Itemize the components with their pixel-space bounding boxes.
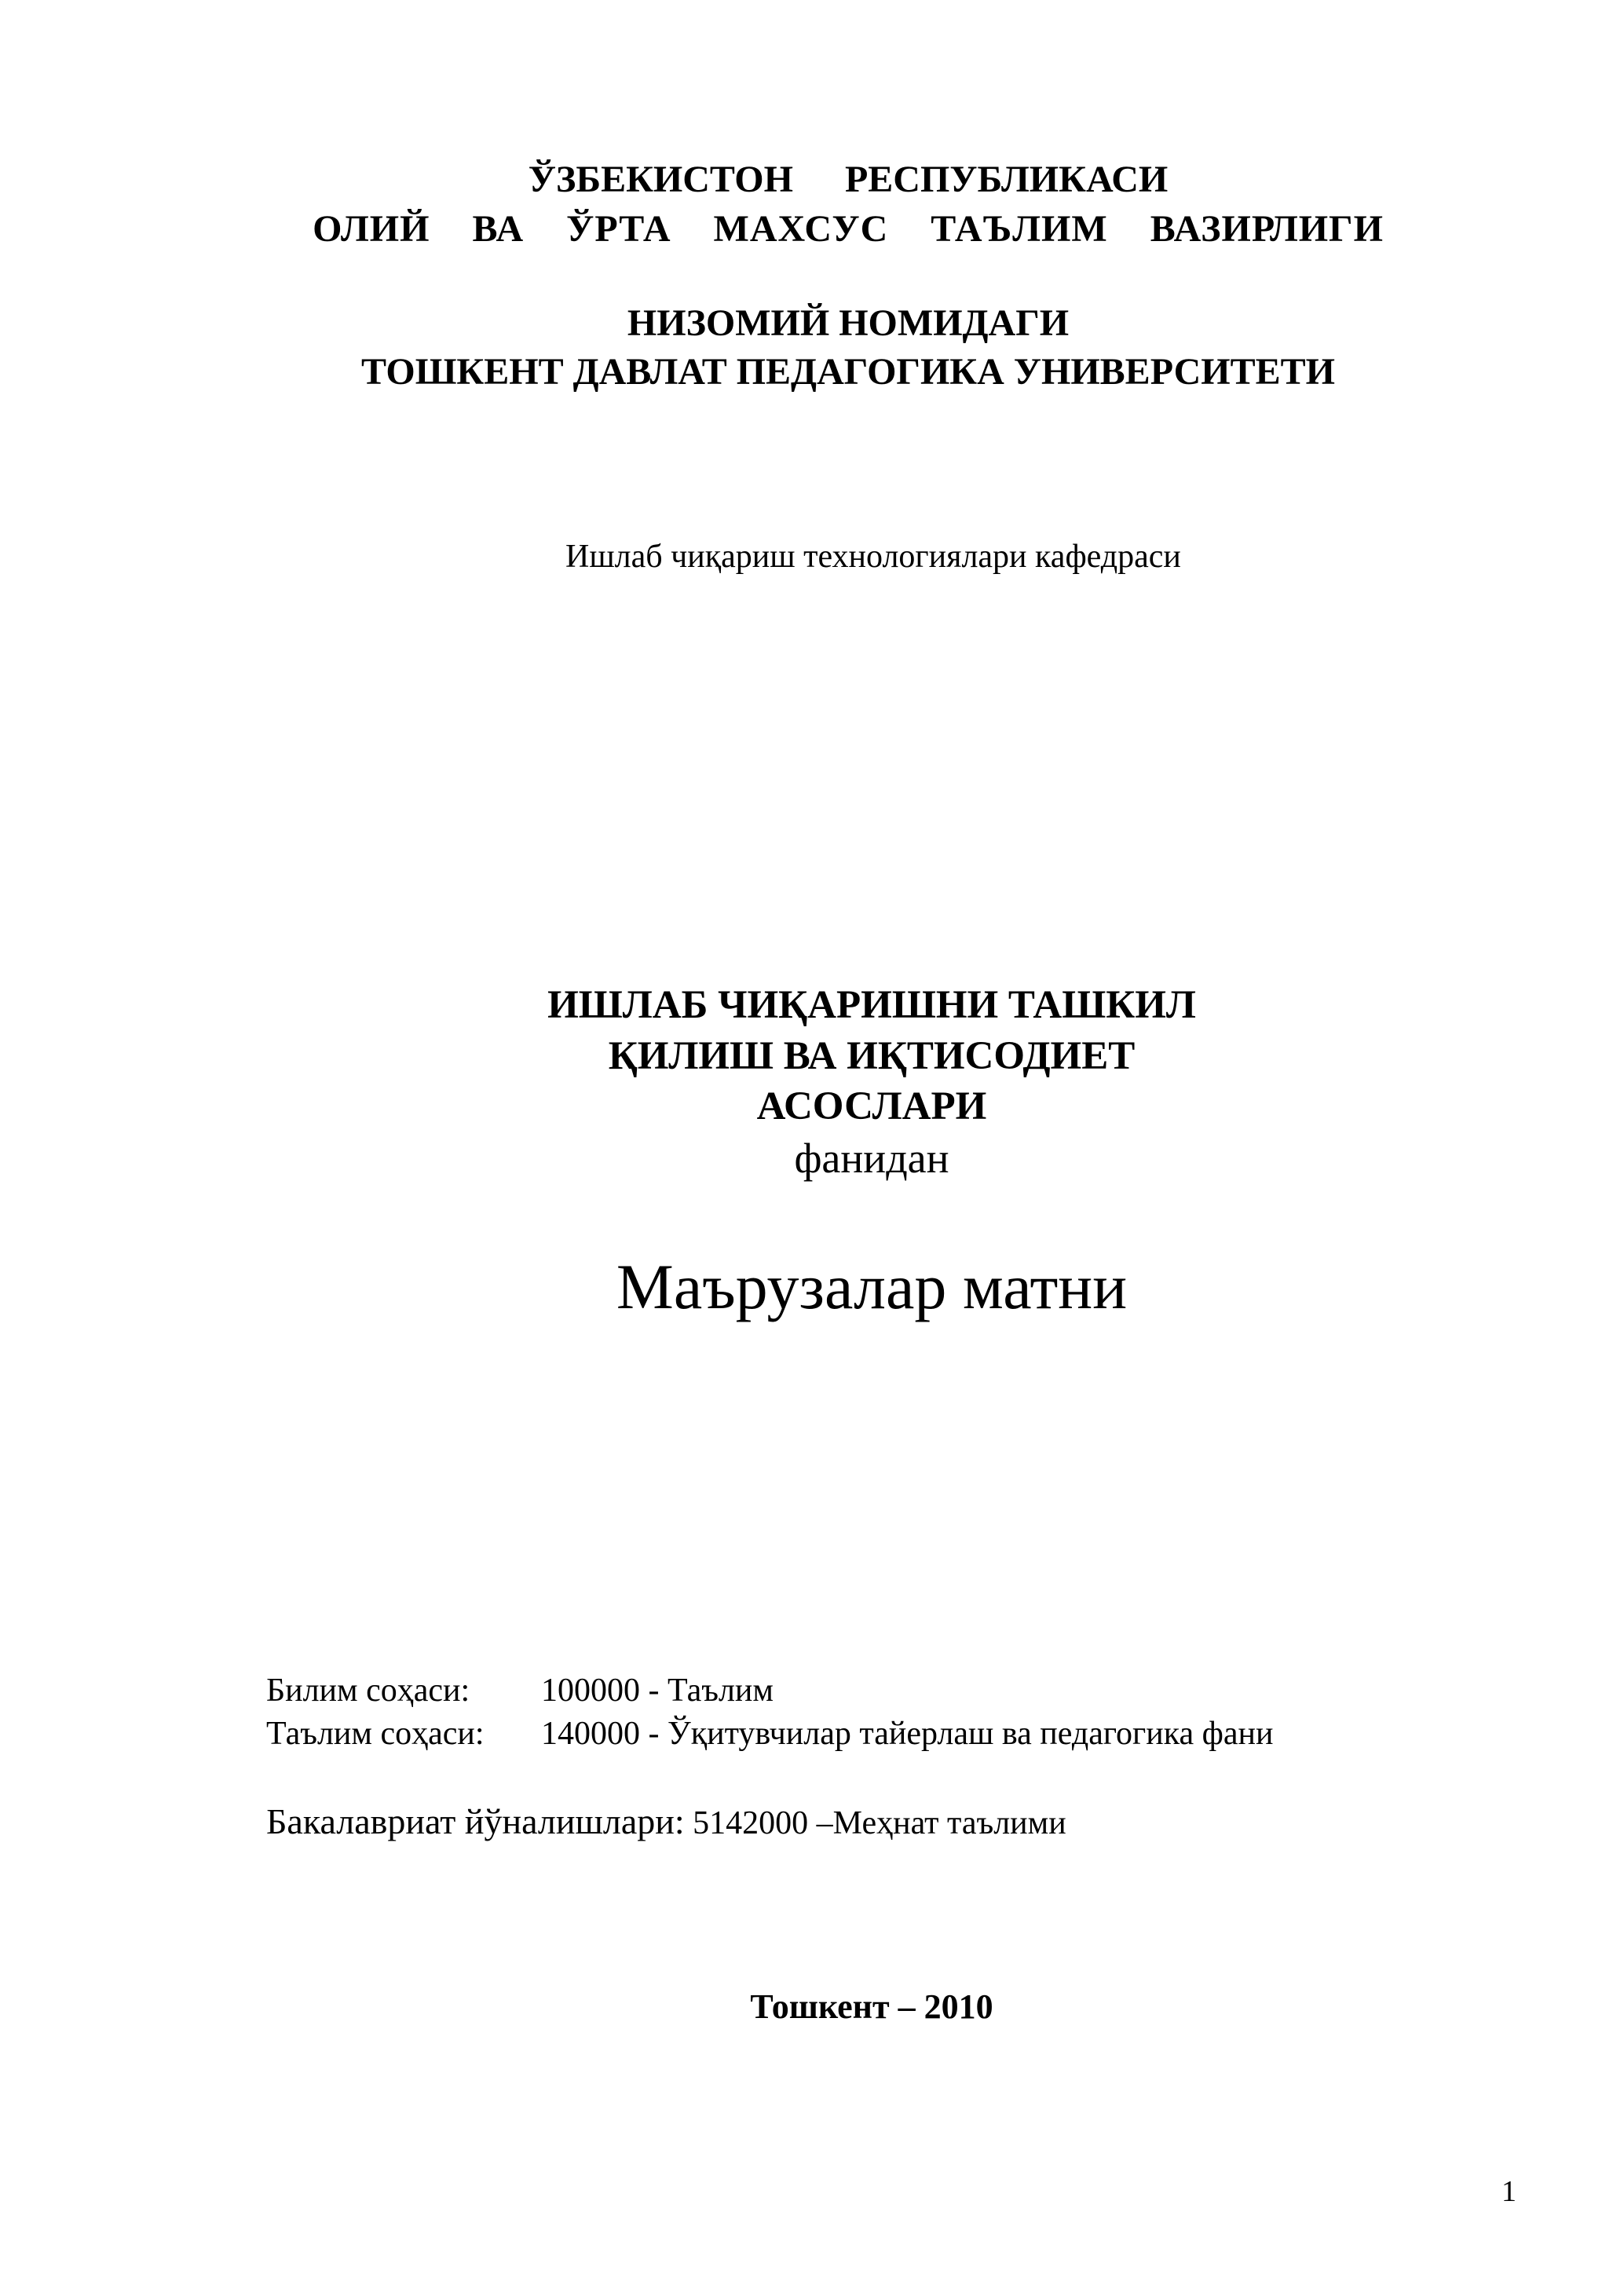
bachelor-directions-row xyxy=(233,1771,1066,1873)
document-type-title: Маърузалар матни xyxy=(616,1251,1128,1322)
university-title-line-2: ТОШКЕНТ ДАВЛАТ ПЕДАГОГИКА УНИВЕРСИТЕТИ xyxy=(361,351,1335,393)
department-name: Ишлаб чиқариш технологиялари кафедраси xyxy=(565,539,1181,575)
subject-title-line-3: АСОСЛАРИ xyxy=(756,1084,987,1128)
education-area-row xyxy=(233,1684,1273,1783)
ministry-title-line-1: ЎЗБЕКИСТОН РЕСПУБЛИКАСИ xyxy=(528,159,1169,200)
knowledge-area-label: Билим соҳаси: xyxy=(266,1673,470,1709)
university-title-line-1: НИЗОМИЙ НОМИДАГИ xyxy=(627,302,1070,344)
bachelor-directions-value: 5142000 –Меҳнат таълими xyxy=(684,1805,1066,1841)
subject-title-line-2: ҚИЛИШ ВА ИҚТИСОДИЕТ xyxy=(608,1034,1136,1078)
subject-suffix: фанидан xyxy=(794,1135,949,1182)
subject-title-line-1: ИШЛАБ ЧИҚАРИШНИ ТАШКИЛ xyxy=(547,983,1196,1027)
knowledge-area-value: 100000 - Таълим xyxy=(541,1673,774,1709)
ministry-title-line-2: ОЛИЙ ВА ЎРТА МАХСУС ТАЪЛИМ ВАЗИРЛИГИ xyxy=(313,208,1384,250)
city-year: Тошкент – 2010 xyxy=(750,1987,993,2026)
page-number: 1 xyxy=(1501,2175,1516,2208)
education-area-value: 140000 - Ўқитувчилар тайерлаш ва педагогика фани xyxy=(541,1716,1274,1752)
bachelor-directions-label: Бакалавриат йўналишлари: xyxy=(266,1801,685,1841)
education-area-label: Таълим соҳаси: xyxy=(266,1716,485,1752)
